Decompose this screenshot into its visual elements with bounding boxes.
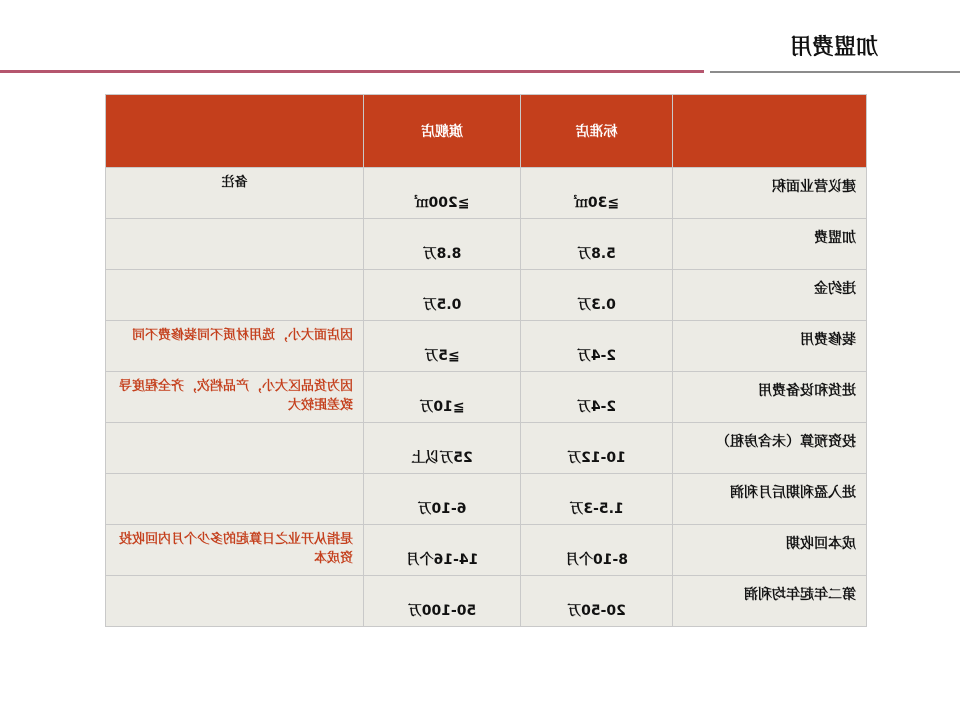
- table-row: [106, 219, 867, 270]
- row-standard-cell: [521, 270, 673, 321]
- row-standard-cell: [521, 576, 673, 627]
- title-divider-accent: [0, 70, 704, 73]
- row-standard-value: 20-50万: [567, 603, 626, 619]
- table-row: [106, 576, 867, 627]
- table-row: [106, 321, 867, 372]
- row-standard-value: 5.8万: [577, 246, 616, 262]
- header-cell-note: [106, 95, 364, 168]
- row-note-cell: [106, 372, 364, 423]
- row-standard-cell: [521, 168, 673, 219]
- row-flagship-cell: [364, 576, 521, 627]
- row-flagship-value: 14-16个月: [405, 552, 479, 568]
- table-row: [106, 423, 867, 474]
- row-note: 是指从开业之日算起的多少个月内回收投资成本: [118, 532, 353, 566]
- row-flagship-value: ≧200㎡: [414, 195, 470, 211]
- table-row: [106, 525, 867, 576]
- row-standard-cell: [521, 219, 673, 270]
- row-note-cell: [106, 423, 364, 474]
- row-flagship-cell: [364, 525, 521, 576]
- row-label: 加盟费: [814, 230, 856, 246]
- row-label: 装修费用: [800, 332, 856, 348]
- row-note: 因为货品区大小，产品档次，齐全程度导致差距较大: [118, 379, 353, 413]
- table-row: [106, 474, 867, 525]
- table-row: [106, 372, 867, 423]
- row-label-cell: [673, 576, 867, 627]
- header-cell-label: [673, 95, 867, 168]
- row-flagship-cell: [364, 219, 521, 270]
- row-flagship-cell: [364, 423, 521, 474]
- row-standard-value: 2-4万: [576, 348, 617, 364]
- table-row: [106, 168, 867, 219]
- row-flagship-cell: [364, 168, 521, 219]
- row-note-cell: [106, 219, 364, 270]
- row-standard-value: 8-10个月: [564, 552, 629, 568]
- row-flagship-cell: [364, 474, 521, 525]
- row-flagship-value: 50-100万: [407, 603, 477, 619]
- row-label-cell: [673, 321, 867, 372]
- row-standard-cell: [521, 474, 673, 525]
- row-label-cell: [673, 423, 867, 474]
- franchise-fee-table: [105, 94, 867, 627]
- row-flagship-value: 8.8万: [422, 246, 462, 262]
- row-label-cell: [673, 168, 867, 219]
- row-note: 因店面大小，选用材质不同装修费不同: [131, 328, 353, 343]
- row-label: 建议营业面积: [772, 179, 856, 195]
- row-label: 投资预算（未含房租）: [716, 434, 856, 450]
- row-label-cell: [673, 219, 867, 270]
- row-label: 进货和设备费用: [758, 383, 856, 399]
- row-standard-value: 1.5-3万: [569, 501, 624, 517]
- row-flagship-cell: [364, 372, 521, 423]
- header-cell-flagship: 旗舰店: [364, 95, 521, 168]
- page-title: 加盟费用: [789, 35, 878, 60]
- row-flagship-value: 25万以上: [411, 450, 473, 466]
- row-note-cell: [106, 576, 364, 627]
- row-note-cell: [106, 321, 364, 372]
- row-flagship-value: ≧5万: [424, 348, 460, 364]
- row-standard-cell: [521, 321, 673, 372]
- row-standard-cell: [521, 525, 673, 576]
- row-label: 成本回收期: [786, 536, 856, 552]
- row-label-cell: [673, 474, 867, 525]
- table-header-row: [106, 95, 867, 168]
- row-flagship-value: ≧10万: [419, 399, 465, 415]
- row-flagship-value: 0.5万: [422, 297, 462, 313]
- row-note-cell: [106, 474, 364, 525]
- row-note-cell: [106, 525, 364, 576]
- row-note-cell: [106, 168, 364, 219]
- row-label-cell: [673, 372, 867, 423]
- row-note-cell: [106, 270, 364, 321]
- row-standard-value: ≧30㎡: [573, 195, 620, 211]
- header-cell-standard: 标准店: [521, 95, 673, 168]
- row-label: 违约金: [814, 281, 856, 297]
- row-standard-cell: [521, 372, 673, 423]
- row-flagship-cell: [364, 270, 521, 321]
- row-note: 备注: [221, 175, 248, 190]
- table-row: [106, 270, 867, 321]
- row-label: 第二年起年均利润: [744, 587, 856, 603]
- row-flagship-cell: [364, 321, 521, 372]
- row-label-cell: [673, 270, 867, 321]
- row-standard-value: 2-4万: [576, 399, 617, 415]
- row-label: 进入盈利期后月利润: [730, 485, 856, 501]
- row-standard-value: 0.3万: [577, 297, 616, 313]
- row-label-cell: [673, 525, 867, 576]
- row-standard-cell: [521, 423, 673, 474]
- row-standard-value: 10-12万: [567, 450, 626, 466]
- row-flagship-value: 6-10万: [417, 501, 467, 517]
- title-divider-gray: [710, 71, 960, 73]
